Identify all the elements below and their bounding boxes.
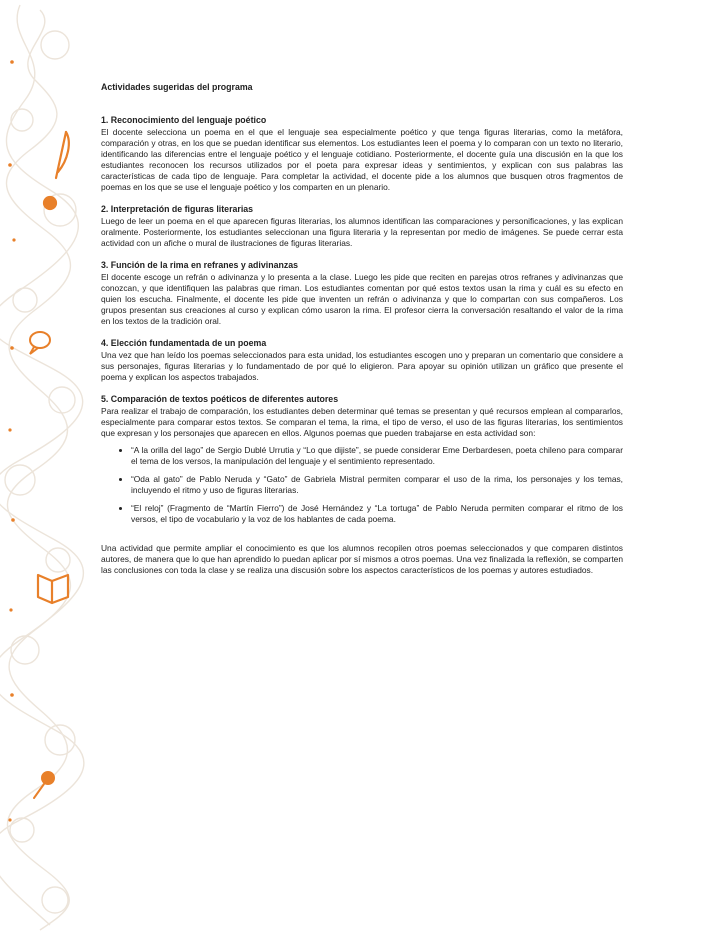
section-heading: 3. Función de la rima en refranes y adivinanzas xyxy=(101,260,299,270)
decorative-border xyxy=(0,0,95,933)
section-paragraph: Luego de leer un poema en el que aparecen figuras literarias, los alumnos identifican las comparaciones y personificaciones, y las explican oralmente. Posteriormente, los estudiantes seleccionan una figura literaria y la representan por medio de imágenes. Se puede cerrar esta actividad con un afiche o mural de ilustraciones de figuras literarias. xyxy=(101,216,623,248)
list-item: • “A la orilla del lago” de Sergio Dublé Urrutia y “Lo que dijiste”, se puede considerar Eme Derbardesen, poeta chileno para comparar el tema de los versos, la manipulación del lenguaje y el sentimiento representado. xyxy=(131,445,623,467)
section-heading: 2. Interpretación de figuras literarias xyxy=(101,204,254,214)
open-book-icon xyxy=(38,575,68,603)
section-4 xyxy=(101,338,623,383)
section-paragraph: El docente selecciona un poema en el que el lenguaje sea especialmente poético y que tenga figuras literarias, como la metáfora, comparación y otras, en los que se puedan identificar sus elementos. Los estudiantes leen el poema y lo comparan con un texto no literario, identificando las diferencias entre el lenguaje poético y el lenguaje cotidiano. Posteriormente, el docente guía una discusión en la que los estudiantes reconocen los recursos utilizados por el poeta para expresar ideas y sentimientos, y explican con sus palabras las características de cada tipo de lenguaje. Para completar la actividad, el docente pide a los alumnos que busquen otros fragmentos de poemas en los que se use el lenguaje poético y los comparten en un plenario. xyxy=(101,127,623,192)
swirl-pattern xyxy=(0,5,84,930)
section-paragraph: El docente escoge un refrán o adivinanza y lo presenta a la clase. Luego les pide que reciten en parejas otros refranes y adivinanzas que conozcan, y que identifiquen las palabras que riman. Los estudiantes comentan por qué estos textos usan la rima y cuál es su efecto en quien los escucha. Finalmente, el docente les pide que inventen un refrán o adivinanza y que lo compartan con sus compañeros. Los grupos presentan sus creaciones al curso y explican cómo usaron la rima. El profesor cierra la conversación resaltando el valor de la rima en los textos de la tradición oral. xyxy=(101,272,623,326)
section-3 xyxy=(101,260,623,327)
section-heading: 5. Comparación de textos poéticos de diferentes autores xyxy=(101,394,339,404)
closing-paragraph: Una actividad que permite ampliar el conocimiento es que los alumnos recopilen otros poemas seleccionados y que comparen distintos autores, de manera que lo que han aprendido lo puedan aplicar por sí mismos a otros poemas. Una vez finalizada la reflexión, se comparten las conclusiones con toda la clase y se realiza una discusión sobre los aspectos característicos de los poemas y autores estudiados. xyxy=(101,543,623,575)
section-5 xyxy=(101,394,623,525)
document-title: Actividades sugeridas del programa xyxy=(101,82,253,92)
list-item: • “El reloj” (Fragmento de “Martín Fierro”) de José Hernández y “La tortuga” de Pablo Neruda permiten comparar el ritmo de los versos, el tipo de vocabulario y la voz de los hablantes de cada poema. xyxy=(131,503,623,525)
document-body xyxy=(101,82,623,584)
section-paragraph: Para realizar el trabajo de comparación, los estudiantes deben determinar qué temas se presentan y qué recursos emplean al compararlos, especialmente para comparar estos textos. Se comparan el tema, la rima, el tipo de verso, el uso de las figuras literarias, los sentimientos que expresan y los personajes que aparecen en ellos. Algunos poemas que pueden trabajarse en esta actividad son: xyxy=(101,406,623,438)
list-item: • “Oda al gato” de Pablo Neruda y “Gato” de Gabriela Mistral permiten comparar el uso de la rima, los personajes y los temas, incluyendo el ritmo y uso de figuras literarias. xyxy=(131,474,623,496)
poem-list xyxy=(101,445,623,525)
section-heading: 1. Reconocimiento del lenguaje poético xyxy=(101,115,267,125)
speech-bubble-icon xyxy=(30,332,50,354)
section-2 xyxy=(101,204,623,249)
section-1 xyxy=(101,115,623,193)
dots xyxy=(8,60,15,821)
section-heading: 4. Elección fundamentada de un poema xyxy=(101,338,267,348)
section-paragraph: Una vez que han leído los poemas seleccionados para esta unidad, los estudiantes escogen uno y preparan un comentario que considere a sus personajes, figuras literarias y lo fundamentado de por qué lo eligieron. Para apoyar su opinión utilizan un gráfico que presente el poema y explican los aspectos trabajados. xyxy=(101,350,623,382)
microphone-icon xyxy=(34,772,54,798)
quill-pen-icon xyxy=(44,132,69,209)
